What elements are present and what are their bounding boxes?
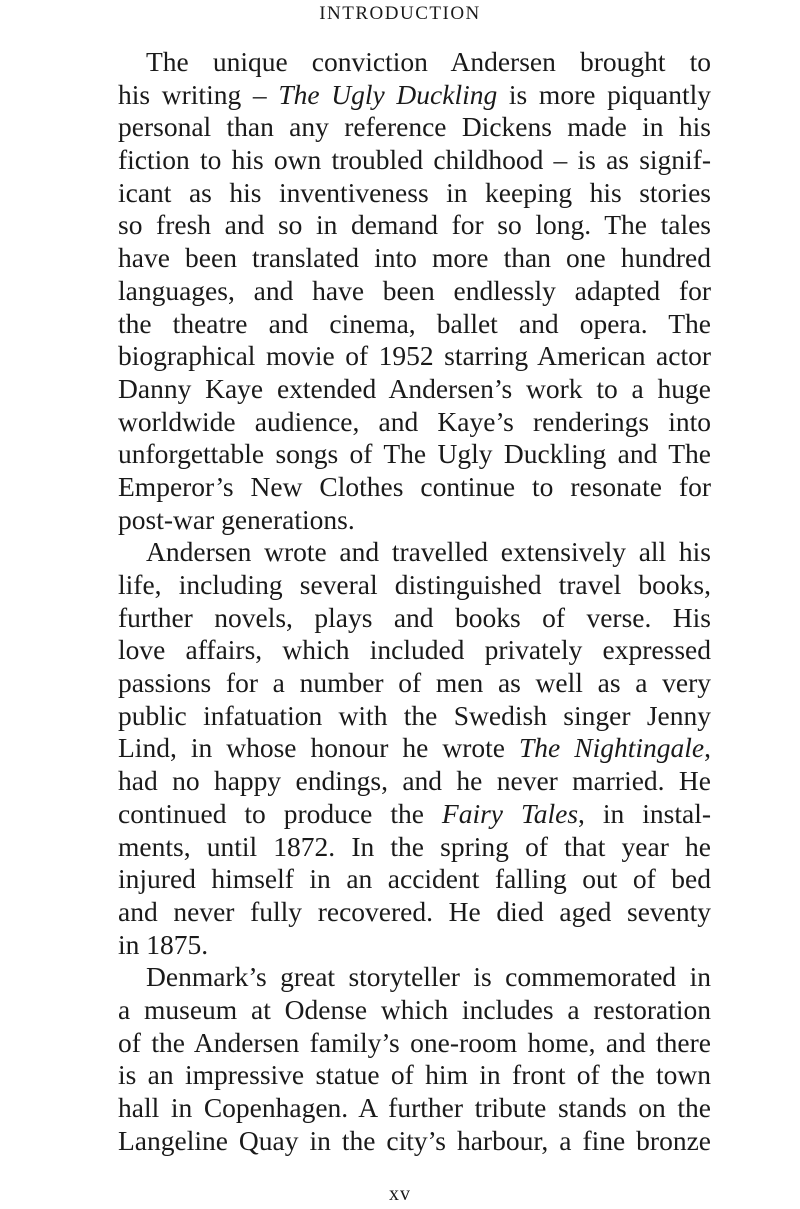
text-run: public infatuation with the Swedish singer Jenny — [118, 699, 711, 731]
paragraph — [90, 961, 711, 1157]
text-line — [90, 798, 711, 831]
text-line — [90, 634, 711, 667]
text-line — [90, 144, 711, 177]
text-run: continued to produce the — [118, 797, 442, 829]
text-line — [90, 1027, 711, 1060]
text-line — [90, 406, 711, 439]
text-run: had no happy endings, and he never married. He — [118, 765, 711, 797]
text-run: have been translated into more than one hundred — [118, 242, 711, 274]
text-run: Denmark’s great storyteller is commemorated in — [146, 961, 711, 993]
text-run: Andersen wrote and travelled extensively all his — [146, 536, 711, 568]
text-run: the theatre and cinema, ballet and opera. The — [118, 307, 711, 339]
text-line — [90, 994, 711, 1027]
text-run: hall in Copenhagen. A further tribute stands on the — [118, 1092, 711, 1123]
text-run: a museum at Odense which includes a restoration — [118, 993, 711, 1025]
italic-title: The Ugly Duckling — [278, 78, 498, 110]
text-run: , — [704, 732, 711, 764]
text-line — [90, 438, 711, 471]
text-line — [90, 765, 711, 798]
page-number: xv — [389, 1183, 411, 1205]
text-line — [90, 700, 711, 733]
text-line — [90, 275, 711, 308]
text-line — [90, 1059, 711, 1092]
text-run: injured himself in an accident falling out of bed — [118, 863, 711, 895]
text-run: unforgettable songs of The Ugly Duckling and The — [118, 438, 711, 470]
text-run: further novels, plays and books of verse. His — [118, 601, 711, 633]
text-line — [90, 536, 711, 569]
text-line — [90, 929, 711, 962]
text-run: life, including several distinguished travel books, — [118, 569, 711, 600]
text-line — [90, 732, 711, 765]
text-run: his writing – — [118, 78, 279, 110]
text-line — [90, 177, 711, 210]
text-line — [90, 1092, 711, 1125]
italic-title: Fairy Tales — [441, 797, 579, 829]
text-line — [90, 863, 711, 896]
text-line — [90, 471, 711, 504]
text-run: love affairs, which included privately expressed — [118, 634, 711, 666]
text-run: biographical movie of 1952 starring American actor — [118, 340, 711, 372]
text-line — [90, 242, 711, 275]
text-run: Emperor’s New Clothes continue to resonate for — [118, 470, 711, 502]
text-run: passions for a number of men as well as a very — [118, 667, 711, 699]
text-run: and never fully recovered. He died aged seventy — [118, 895, 711, 927]
text-run: ments, until 1872. In the spring of that year he — [118, 830, 711, 862]
text-line — [90, 79, 711, 112]
body-text — [90, 46, 711, 1157]
paragraph — [90, 536, 711, 961]
text-run: Danny Kaye extended Andersen’s work to a huge — [118, 372, 711, 404]
text-line — [90, 504, 711, 537]
text-run: fiction to his own troubled childhood – is as signif- — [118, 144, 711, 176]
text-run: icant as his inventiveness in keeping his stories — [118, 176, 711, 208]
text-line — [90, 1125, 711, 1158]
text-run: Lind, in whose honour he wrote — [118, 732, 519, 764]
text-run: post-war generations. — [118, 503, 355, 535]
paragraph — [90, 46, 711, 536]
text-run: , in instal- — [578, 797, 711, 829]
text-run: languages, and have been endlessly adapted for — [118, 274, 711, 306]
text-run: in 1875. — [118, 928, 209, 960]
text-line — [90, 373, 711, 406]
text-line — [90, 111, 711, 144]
text-line — [90, 667, 711, 700]
text-line — [90, 831, 711, 864]
text-run: personal than any reference Dickens made in his — [118, 111, 711, 143]
text-line — [90, 308, 711, 341]
text-line — [90, 896, 711, 929]
text-run: so fresh and so in demand for so long. The tales — [118, 209, 711, 241]
text-line — [90, 569, 711, 602]
italic-title: The Nightingale — [519, 732, 705, 764]
running-head: INTRODUCTION — [319, 3, 481, 24]
text-run: Langeline Quay in the city’s harbour, a fine bronze — [118, 1124, 711, 1156]
text-line — [90, 602, 711, 635]
text-run: worldwide audience, and Kaye’s renderings into — [118, 405, 711, 437]
text-line — [90, 340, 711, 373]
text-run: is an impressive statue of him in front of the town — [118, 1059, 711, 1091]
text-line — [90, 209, 711, 242]
text-run: The unique conviction Andersen brought to — [146, 46, 711, 77]
text-line — [90, 961, 711, 994]
text-run: is more piquantly — [497, 78, 711, 110]
text-line — [90, 46, 711, 79]
text-run: of the Andersen family’s one-room home, and there — [118, 1026, 711, 1058]
